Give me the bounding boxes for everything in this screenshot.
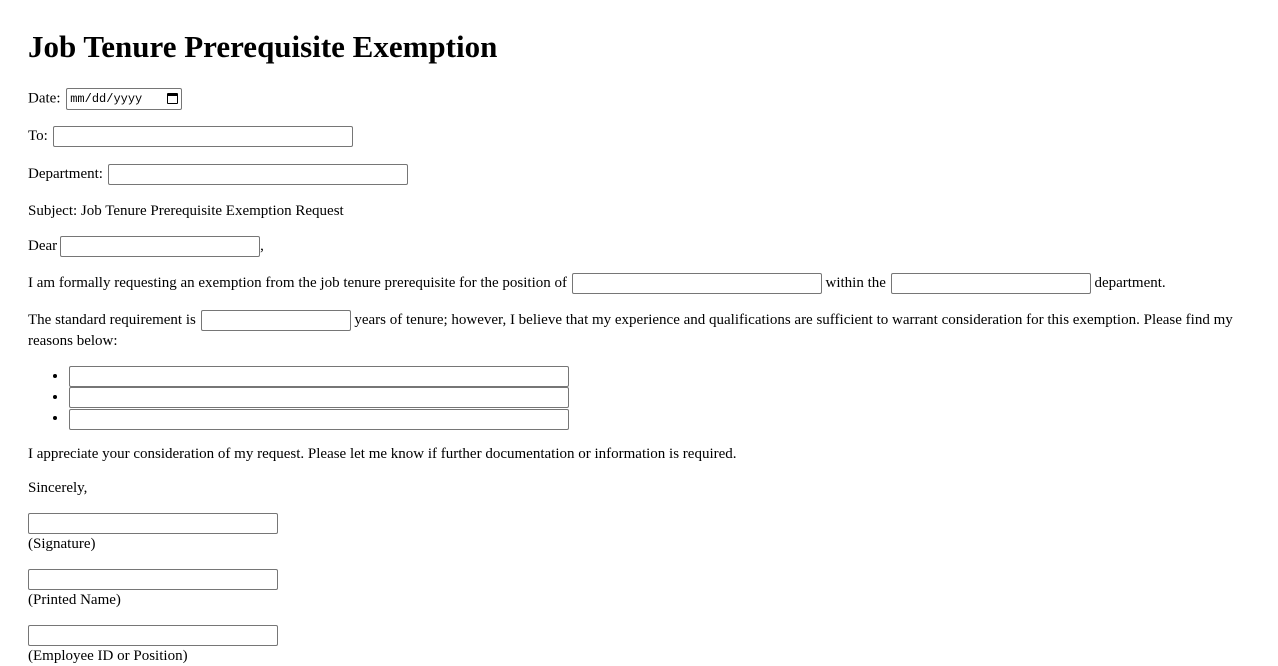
subject-line: Subject: Job Tenure Prerequisite Exemption Request <box>28 203 344 220</box>
printed-name-input[interactable] <box>28 569 278 590</box>
department-input[interactable] <box>108 164 408 185</box>
request-text-end: department. <box>1094 275 1166 292</box>
position-input[interactable] <box>572 273 822 294</box>
date-placeholder: mm/dd/yyyy <box>70 92 143 106</box>
salutation-row <box>28 236 1250 257</box>
employee-id-input[interactable] <box>28 625 278 646</box>
printed-name-block <box>28 569 1250 610</box>
list-item <box>68 408 1250 429</box>
to-label: To: <box>28 128 48 144</box>
request-paragraph <box>28 273 1250 294</box>
date-row <box>28 88 1250 110</box>
reason-input-1[interactable] <box>69 366 569 387</box>
reason-input-3[interactable] <box>69 409 569 430</box>
signature-input[interactable] <box>28 513 278 534</box>
dear-label: Dear <box>28 238 58 255</box>
employee-id-label: (Employee ID or Position) <box>28 647 188 664</box>
signature-label: (Signature) <box>28 535 96 552</box>
reasons-list <box>28 366 1250 429</box>
list-item <box>68 366 1250 387</box>
department-label: Department: <box>28 166 103 183</box>
to-input[interactable] <box>53 126 353 147</box>
to-row <box>28 126 1250 147</box>
printed-name-label: (Printed Name) <box>28 591 121 608</box>
recipient-name-input[interactable] <box>60 236 260 257</box>
standard-text-end: years of tenure; however, I believe that my experience and qualifications are sufficient to warrant consideration for this exemption. Please find my reasons below: <box>28 312 1233 350</box>
request-text-middle: within the <box>825 275 886 292</box>
position-department-input[interactable] <box>891 273 1091 294</box>
closing-paragraph: I appreciate your consideration of my request. Please let me know if further documentation or information is required. <box>28 445 737 462</box>
sincerely-text: Sincerely, <box>28 479 88 496</box>
salutation-comma: , <box>260 238 264 255</box>
standard-paragraph <box>28 310 1250 351</box>
list-item <box>68 387 1250 408</box>
standard-text-start: The standard requirement is <box>28 312 196 329</box>
calendar-icon[interactable] <box>167 93 178 104</box>
department-row <box>28 164 1250 185</box>
signature-block <box>28 513 1250 554</box>
date-input[interactable] <box>66 88 182 110</box>
employee-id-block <box>28 625 1250 666</box>
date-label: Date: <box>28 90 61 107</box>
request-text-start: I am formally requesting an exemption from the job tenure prerequisite for the position of <box>28 275 568 292</box>
reason-input-2[interactable] <box>69 387 569 408</box>
years-input[interactable] <box>201 310 351 331</box>
page-title: Job Tenure Prerequisite Exemption <box>28 29 498 64</box>
